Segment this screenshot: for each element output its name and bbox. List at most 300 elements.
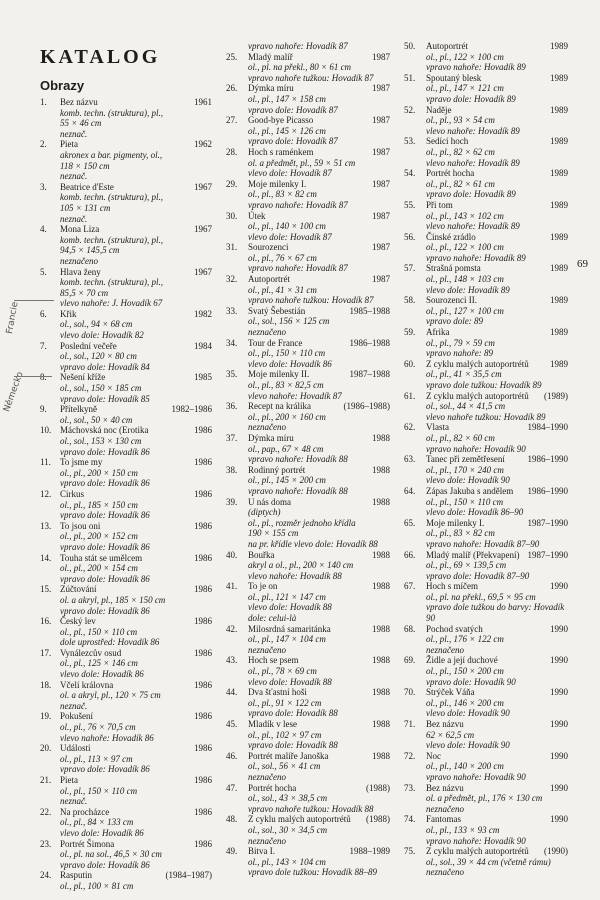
entry-number: 69. bbox=[404, 655, 416, 666]
catalog-entry bbox=[40, 616, 212, 648]
entry-number: 23. bbox=[40, 838, 52, 849]
entry-year: 1988 bbox=[372, 750, 390, 761]
entry-number: 67. bbox=[404, 581, 416, 592]
entry-year: 1990 bbox=[550, 655, 568, 666]
entry-detail: vlevo dole: Hovadík 88 bbox=[248, 676, 332, 687]
entry-title: Útek bbox=[248, 210, 266, 221]
entry-heading bbox=[426, 751, 568, 762]
entry-detail: vpravo nahoře: Hovadík 90 bbox=[426, 835, 526, 846]
entry-number: 58. bbox=[404, 295, 416, 306]
entry-detail: vpravo dole: Hovadík 86 bbox=[60, 541, 150, 552]
entry-number: 25. bbox=[226, 51, 238, 62]
entry-title: Při tom bbox=[426, 199, 453, 210]
entry-heading bbox=[60, 521, 212, 532]
entry-year: 1986 bbox=[194, 488, 212, 499]
entry-detail: vpravo dole: Hovadík 86 bbox=[60, 573, 150, 584]
catalog-entry bbox=[226, 147, 390, 179]
entry-title: Moje milenky I. bbox=[426, 517, 485, 528]
entry-year: 1989 bbox=[550, 295, 568, 306]
entry-number: 7. bbox=[40, 340, 47, 351]
page-number: 69 bbox=[577, 258, 588, 270]
entry-detail: vlevo dole: Hovadík 90 bbox=[426, 740, 510, 751]
entry-heading bbox=[248, 83, 390, 94]
entry-year: 1987–1990 bbox=[527, 549, 568, 560]
entry-detail: ol., sol., 56 × 41 cm bbox=[248, 761, 321, 772]
entry-title: Good-bye Picasso bbox=[248, 115, 314, 126]
catalog-entry bbox=[226, 719, 390, 751]
catalog-entry bbox=[40, 267, 212, 309]
entry-heading bbox=[426, 719, 568, 730]
entry-heading bbox=[60, 224, 212, 235]
entry-heading bbox=[248, 115, 390, 126]
entry-detail: vpravo dole: Hovadík 86 bbox=[60, 478, 150, 489]
entry-title: Události bbox=[60, 743, 91, 754]
entry-title: Tanec při zemětřesení bbox=[426, 454, 505, 465]
entry-year: 1984 bbox=[194, 340, 212, 351]
catalog-entry bbox=[226, 465, 390, 497]
entry-number: 32. bbox=[226, 274, 238, 285]
catalog-entry bbox=[404, 73, 568, 105]
entry-detail: vpravo nahoře tužkou: Hovadík 88 bbox=[248, 803, 374, 814]
handwritten-note-nemecko: Německo bbox=[2, 370, 26, 414]
entry-detail: ol., pl., 76 × 67 cm bbox=[248, 252, 317, 263]
entry-title: Rodinný portrét bbox=[248, 464, 306, 475]
entry-year: 1986 bbox=[194, 552, 212, 563]
entry-detail: ol., pl., 140 × 100 cm bbox=[248, 221, 326, 232]
entry-heading bbox=[426, 136, 568, 147]
entry-title: Na procházce bbox=[60, 806, 110, 817]
entry-number: 31. bbox=[226, 242, 238, 253]
entry-detail: vpravo nahoře: Hovadík 90 bbox=[426, 443, 526, 454]
entry-heading bbox=[426, 454, 568, 465]
entry-year: 1967 bbox=[194, 266, 212, 277]
entry-detail: dole uprostřed: Hovadík 86 bbox=[60, 637, 160, 648]
catalog-entry bbox=[40, 224, 212, 266]
entry-heading bbox=[426, 168, 568, 179]
entry-detail: vpravo nahoře: Hovadík 87 bbox=[248, 199, 348, 210]
entry-detail: na pr. křídle vlevo dole: Hovadík 88 bbox=[248, 538, 378, 549]
entry-number: 20. bbox=[40, 743, 52, 754]
entry-number: 68. bbox=[404, 623, 416, 634]
catalog-entry bbox=[404, 105, 568, 137]
catalog-entry bbox=[404, 719, 568, 751]
catalog-entry bbox=[404, 41, 568, 73]
catalog-entry bbox=[404, 655, 568, 687]
entry-heading bbox=[248, 306, 390, 317]
catalog-entry bbox=[226, 846, 390, 878]
entry-detail: vlevo nahoře: Hovadík 87 bbox=[248, 390, 342, 401]
catalog-entry bbox=[404, 581, 568, 623]
catalog-entry bbox=[226, 83, 390, 115]
entry-heading bbox=[426, 846, 568, 857]
entry-detail: vpravo nahoře: Hovadík 89 bbox=[426, 252, 526, 263]
entry-detail: ol., pl., 140 × 200 cm bbox=[426, 761, 504, 772]
catalog-entry bbox=[40, 97, 212, 139]
entry-detail: ol., pl., 200 × 150 cm bbox=[60, 467, 138, 478]
entry-title: Máchovská noc (Erotika bbox=[60, 425, 149, 436]
entry-title: Portrét Šimona bbox=[60, 838, 115, 849]
entry-detail: vlevo dole: Hovadík 86 bbox=[248, 358, 332, 369]
entry-year: 1988 bbox=[372, 464, 390, 475]
entry-detail: 94,5 × 145,5 cm bbox=[60, 245, 120, 256]
entry-year: 1988 bbox=[372, 687, 390, 698]
entry-detail: ol., pl., 83 × 82,5 cm bbox=[248, 380, 324, 390]
entry-number: 45. bbox=[226, 719, 238, 729]
entry-number: 8. bbox=[40, 372, 47, 383]
entry-year: 1986–1990 bbox=[527, 485, 568, 496]
entry-heading bbox=[60, 372, 212, 383]
entry-year: 1987 bbox=[372, 210, 390, 221]
entry-detail: neznač. bbox=[60, 171, 88, 182]
pencil-leader-line bbox=[14, 300, 54, 301]
entry-number: 24. bbox=[40, 870, 52, 881]
catalog-entry bbox=[40, 341, 212, 373]
entry-detail: (diptych) bbox=[248, 507, 281, 518]
catalog-entry bbox=[404, 454, 568, 486]
entry-year: 1988 bbox=[372, 623, 390, 634]
entry-detail: vlevo dole: Hovadík 86 bbox=[60, 669, 144, 680]
entry-detail: neznačeno bbox=[248, 771, 286, 782]
entry-year: 1967 bbox=[194, 181, 212, 192]
entry-year: 1987 bbox=[372, 242, 390, 253]
entry-detail: ol. a akryl, pl., 185 × 150 cm bbox=[60, 594, 166, 605]
entry-number: 30. bbox=[226, 210, 238, 221]
entry-detail: vpravo nahoře: Hovadík 88 bbox=[248, 485, 348, 496]
entry-detail: dole: celui-là bbox=[248, 613, 297, 624]
entry-heading bbox=[426, 295, 568, 306]
entry-title: Sedící hoch bbox=[426, 136, 469, 147]
entry-detail: 55 × 46 cm bbox=[60, 118, 102, 129]
entry-detail: ol., pl., 170 × 240 cm bbox=[426, 464, 504, 475]
entry-detail: vlevo nahoře: Hovadík 89 bbox=[426, 157, 520, 168]
entry-number: 22. bbox=[40, 806, 52, 817]
entry-heading bbox=[248, 719, 390, 730]
entry-detail: ol., sol., 43 × 38,5 cm bbox=[248, 793, 328, 804]
entry-heading bbox=[60, 839, 212, 850]
entry-detail: ol., pl., 150 × 110 cm bbox=[248, 348, 326, 359]
entry-detail: vpravo dole: Hovadík 90 bbox=[426, 676, 516, 687]
entry-number: 63. bbox=[404, 454, 416, 465]
entry-number: 16. bbox=[40, 616, 52, 627]
entry-detail: vpravo dole: Hovadík 85 bbox=[60, 393, 150, 404]
entry-detail: ol., pl., 91 × 122 cm bbox=[248, 697, 322, 708]
entry-detail: ol., pl., 121 × 147 cm bbox=[248, 591, 326, 602]
entry-detail: vpravo dole tužkou: Hovadík 88–89 bbox=[248, 867, 377, 878]
catalog-entry bbox=[226, 41, 390, 52]
catalog-entry bbox=[40, 870, 212, 891]
entry-detail: vlevo nahoře: J. Hovadík 67 bbox=[60, 298, 163, 309]
entry-detail: vpravo dole: Hovadík 87 bbox=[248, 104, 338, 115]
entry-year: 1986 bbox=[194, 457, 212, 468]
entry-detail: ol., pl., 127 × 100 cm bbox=[426, 305, 504, 316]
catalog-entry bbox=[404, 200, 568, 232]
catalog-entry bbox=[404, 391, 568, 423]
entry-detail: vlevo dole: Hovadík 87 bbox=[248, 231, 332, 242]
entry-title: Židle a její duchové bbox=[426, 655, 498, 666]
entry-heading bbox=[426, 550, 568, 561]
entry-number: 15. bbox=[40, 584, 52, 595]
entry-title: Pieta bbox=[60, 775, 78, 785]
catalog-entry bbox=[40, 457, 212, 489]
entry-year: 1987 bbox=[372, 274, 390, 285]
catalog-entry bbox=[404, 846, 568, 878]
entry-number: 47. bbox=[226, 782, 238, 793]
entry-detail: ol., pl., 150 × 110 cm bbox=[60, 626, 138, 637]
catalog-entry bbox=[226, 211, 390, 243]
entry-year: 1987–1990 bbox=[527, 517, 568, 528]
entry-title: U nás doma bbox=[248, 496, 291, 507]
entry-title: Nešení kříže bbox=[60, 372, 106, 383]
catalog-entry bbox=[226, 814, 390, 846]
entry-number: 60. bbox=[404, 358, 416, 369]
entry-year: (1988) bbox=[366, 782, 390, 793]
entry-detail: ol., pl., 143 × 104 cm bbox=[248, 856, 326, 867]
pencil-leader-line bbox=[14, 376, 52, 377]
entry-heading bbox=[426, 486, 568, 497]
entry-detail: neznačeno bbox=[426, 867, 464, 878]
entry-number: 4. bbox=[40, 224, 47, 235]
entry-detail: ol., pl., 147 × 158 cm bbox=[248, 93, 326, 104]
entry-detail: vlevo dole: Hovadík 87 bbox=[248, 168, 332, 179]
entry-year: (1989) bbox=[544, 390, 568, 401]
entry-number: 34. bbox=[226, 337, 238, 348]
entry-detail: neznač. bbox=[60, 213, 88, 224]
entry-title: Spoutaný blesk bbox=[426, 72, 482, 83]
entry-number: 14. bbox=[40, 552, 52, 563]
entry-detail: ol., sol., 30 × 34,5 cm bbox=[248, 824, 328, 835]
entry-detail: vlevo dole: Hovadík 90 bbox=[426, 475, 510, 486]
entry-detail: vlevo dole: Hovadík 88 bbox=[248, 602, 332, 613]
entry-title: Hoch s raménkem bbox=[248, 146, 314, 157]
entry-heading bbox=[60, 425, 212, 436]
catalog-entry bbox=[40, 553, 212, 585]
entry-heading bbox=[60, 870, 212, 881]
entry-title: To jsme my bbox=[60, 457, 103, 468]
catalog-entry bbox=[404, 687, 568, 719]
entry-number: 35. bbox=[226, 369, 238, 380]
entry-heading bbox=[60, 775, 212, 786]
catalog-entry bbox=[40, 489, 212, 521]
entry-year: 1986 bbox=[194, 838, 212, 849]
entry-year: 1990 bbox=[550, 782, 568, 793]
entry-detail: 190 × 155 cm bbox=[248, 528, 299, 539]
catalog-entry bbox=[226, 433, 390, 465]
section-heading: Obrazy bbox=[40, 78, 85, 93]
entry-detail: vpravo nahoře tužkou: Hovadík 87 bbox=[248, 295, 374, 306]
entry-heading bbox=[426, 687, 568, 698]
entry-heading bbox=[426, 581, 568, 592]
entry-detail: ol., pl., 146 × 200 cm bbox=[426, 697, 504, 708]
entry-detail: neznač. bbox=[60, 796, 88, 807]
entry-number: 28. bbox=[226, 146, 238, 157]
entry-number: 41. bbox=[226, 581, 238, 592]
entry-detail: vlevo nahoře: Hovadík 88 bbox=[248, 570, 342, 581]
entry-number: 11. bbox=[40, 457, 51, 468]
entry-heading bbox=[248, 338, 390, 349]
catalog-title: KATALOG bbox=[40, 46, 161, 68]
entry-heading bbox=[248, 550, 390, 561]
catalog-entry bbox=[226, 52, 390, 84]
handwritten-note-francie: Francie bbox=[5, 301, 21, 335]
entry-year: 1990 bbox=[550, 750, 568, 761]
entry-title: Beatrice d'Este bbox=[60, 181, 114, 192]
entry-heading bbox=[60, 616, 212, 627]
entry-detail: 62 × 62,5 cm bbox=[426, 729, 475, 740]
catalog-entry bbox=[404, 783, 568, 815]
entry-number: 65. bbox=[404, 517, 416, 528]
entry-heading bbox=[426, 518, 568, 529]
entry-heading bbox=[60, 267, 212, 278]
entry-title: Hoch se psem bbox=[248, 655, 299, 666]
entry-heading bbox=[248, 687, 390, 698]
entry-year: 1990 bbox=[550, 719, 568, 729]
entry-heading bbox=[248, 147, 390, 158]
entry-detail: ol., pl., 150 × 110 cm bbox=[426, 496, 504, 507]
entry-year: 1989 bbox=[550, 104, 568, 115]
entry-title: Fantomas bbox=[426, 814, 461, 825]
entry-year: 1988 bbox=[372, 432, 390, 443]
catalog-entry bbox=[226, 497, 390, 550]
entry-title: Z cyklu malých autoportrétů bbox=[248, 814, 351, 825]
entry-heading bbox=[60, 807, 212, 818]
entry-title: Portrét hocha bbox=[248, 782, 297, 793]
entry-number: 19. bbox=[40, 711, 52, 722]
entry-detail: ol., pl., 200 × 152 cm bbox=[60, 531, 138, 542]
entry-detail: 105 × 131 cm bbox=[60, 202, 111, 213]
entry-year: 1986 bbox=[194, 584, 212, 595]
entry-detail: ol., pl., 122 × 100 cm bbox=[426, 242, 504, 253]
entry-detail: ol., pl., 82 × 62 cm bbox=[426, 146, 495, 157]
entry-year: 1989 bbox=[550, 327, 568, 338]
entry-detail: ol., pl., 100 × 81 cm bbox=[60, 880, 134, 891]
entry-title: Portrét hocha bbox=[426, 168, 475, 179]
catalog-entry bbox=[40, 711, 212, 743]
entry-heading bbox=[426, 422, 568, 433]
entry-year: 1985–1988 bbox=[349, 305, 390, 316]
entry-heading bbox=[426, 200, 568, 211]
catalog-entry bbox=[40, 775, 212, 807]
entry-number: 71. bbox=[404, 719, 416, 729]
entry-title: Z cyklu malých autoportrétů bbox=[426, 390, 529, 401]
entry-number: 72. bbox=[404, 750, 416, 761]
catalog-entry bbox=[226, 338, 390, 370]
entry-detail: ol., pl. na sol., 46,5 × 30 cm bbox=[60, 849, 162, 860]
entry-number: 38. bbox=[226, 464, 238, 475]
entry-detail: vpravo dole: Hovadík 88 bbox=[248, 740, 338, 751]
entry-detail: vpravo nahoře: Hovadík 87–90 bbox=[426, 538, 540, 549]
entry-number: 5. bbox=[40, 266, 47, 277]
entry-detail: ol., sol., 44 × 41,5 cm bbox=[426, 401, 506, 412]
catalog-entry bbox=[40, 139, 212, 181]
entry-detail: ol., pl., 93 × 54 cm bbox=[426, 115, 495, 126]
entry-detail: ol., sol., 94 × 68 cm bbox=[60, 319, 133, 330]
entry-title: Mladý malíř bbox=[248, 51, 293, 62]
entry-number: 6. bbox=[40, 308, 47, 319]
entry-detail: ol., pl., 150 × 110 cm bbox=[60, 785, 138, 796]
entry-detail: ol., sol., 153 × 130 cm bbox=[60, 436, 142, 446]
entry-year: 1988 bbox=[372, 496, 390, 507]
catalog-entry bbox=[404, 168, 568, 200]
entry-title: Noc bbox=[426, 750, 441, 761]
entry-detail: vpravo dole: Hovadík 89 bbox=[426, 189, 516, 200]
entry-heading bbox=[248, 624, 390, 635]
entry-detail: ol., pl., 176 × 122 cm bbox=[426, 634, 504, 645]
catalog-entry bbox=[226, 581, 390, 623]
entry-heading bbox=[248, 497, 390, 508]
entry-detail: neznačeno bbox=[248, 835, 286, 846]
entry-heading bbox=[426, 327, 568, 338]
entry-detail: ol., pl., 147 × 121 cm bbox=[426, 83, 504, 94]
entry-year: 1988–1989 bbox=[349, 846, 390, 857]
catalog-entry bbox=[40, 404, 212, 425]
entry-detail: ol., pl., 122 × 100 cm bbox=[426, 51, 504, 62]
entry-title: Dva šťastní hoši bbox=[248, 687, 307, 698]
entry-title: Český lev bbox=[60, 616, 96, 627]
entry-detail: ol., pl., 83 × 82 cm bbox=[426, 528, 495, 539]
catalog-entry bbox=[226, 179, 390, 211]
entry-detail: ol., sol., 50 × 40 cm bbox=[60, 414, 133, 425]
entry-detail: 85,5 × 70 cm bbox=[60, 287, 109, 298]
entry-detail: ol., pl., 200 × 160 cm bbox=[248, 411, 326, 422]
catalog-entry bbox=[404, 232, 568, 264]
catalog-entry bbox=[40, 680, 212, 712]
entry-detail: ol., pl., 145 × 126 cm bbox=[248, 125, 326, 136]
catalog-entry bbox=[226, 369, 390, 401]
entry-heading bbox=[248, 52, 390, 63]
entry-title: Svatý Šebestián bbox=[248, 305, 306, 316]
entry-number: 44. bbox=[226, 687, 238, 698]
entry-year: 1962 bbox=[194, 139, 212, 150]
entry-number: 13. bbox=[40, 520, 52, 531]
entry-detail: vpravo dole: Hovadík 89 bbox=[426, 93, 516, 104]
entry-title: Bez názvu bbox=[426, 719, 464, 729]
catalog-entry bbox=[226, 306, 390, 338]
entry-heading bbox=[248, 814, 390, 825]
entry-detail: akryl a ol., pl., 200 × 140 cm bbox=[248, 560, 354, 571]
entry-heading bbox=[248, 751, 390, 762]
entry-year: 1986 bbox=[194, 806, 212, 817]
entry-title: Včelí královna bbox=[60, 679, 114, 690]
entry-detail: vpravo dole: Hovadík 86 bbox=[60, 764, 150, 775]
entry-detail: ol., pl., 145 × 200 cm bbox=[248, 475, 326, 486]
entry-year: 1987 bbox=[372, 178, 390, 189]
entry-detail: neznačeno bbox=[60, 255, 98, 266]
entry-heading bbox=[60, 743, 212, 754]
entry-number: 61. bbox=[404, 390, 416, 401]
catalog-column-2 bbox=[226, 41, 390, 878]
entry-title: Hlava ženy bbox=[60, 266, 101, 277]
entry-detail: ol., pl., 143 × 102 cm bbox=[426, 210, 504, 221]
entry-title: Strýček Váňa bbox=[426, 687, 475, 698]
catalog-entry bbox=[404, 136, 568, 168]
entry-number: 12. bbox=[40, 488, 52, 499]
entry-year: 1967 bbox=[194, 224, 212, 235]
entry-number: 2. bbox=[40, 139, 47, 150]
entry-detail: vpravo dole tužkou do barvy: Hovadík 90 bbox=[426, 602, 565, 624]
entry-heading bbox=[248, 369, 390, 380]
entry-detail: vlevo dole: Hovadík 82 bbox=[60, 330, 144, 341]
entry-detail: vpravo nahoře: Hovadík 87 bbox=[248, 263, 348, 274]
entry-title: Sourozenci bbox=[248, 242, 289, 253]
entry-heading bbox=[60, 489, 212, 500]
catalog-entry bbox=[40, 425, 212, 457]
entry-title: Moje milenky I. bbox=[248, 178, 307, 189]
entry-heading bbox=[60, 457, 212, 468]
entry-detail: vpravo dole: Hovadík 86 bbox=[60, 859, 150, 870]
catalog-entry bbox=[40, 807, 212, 839]
entry-heading bbox=[60, 404, 212, 415]
entry-detail: vpravo dole: Hovadík 87–90 bbox=[426, 570, 530, 581]
